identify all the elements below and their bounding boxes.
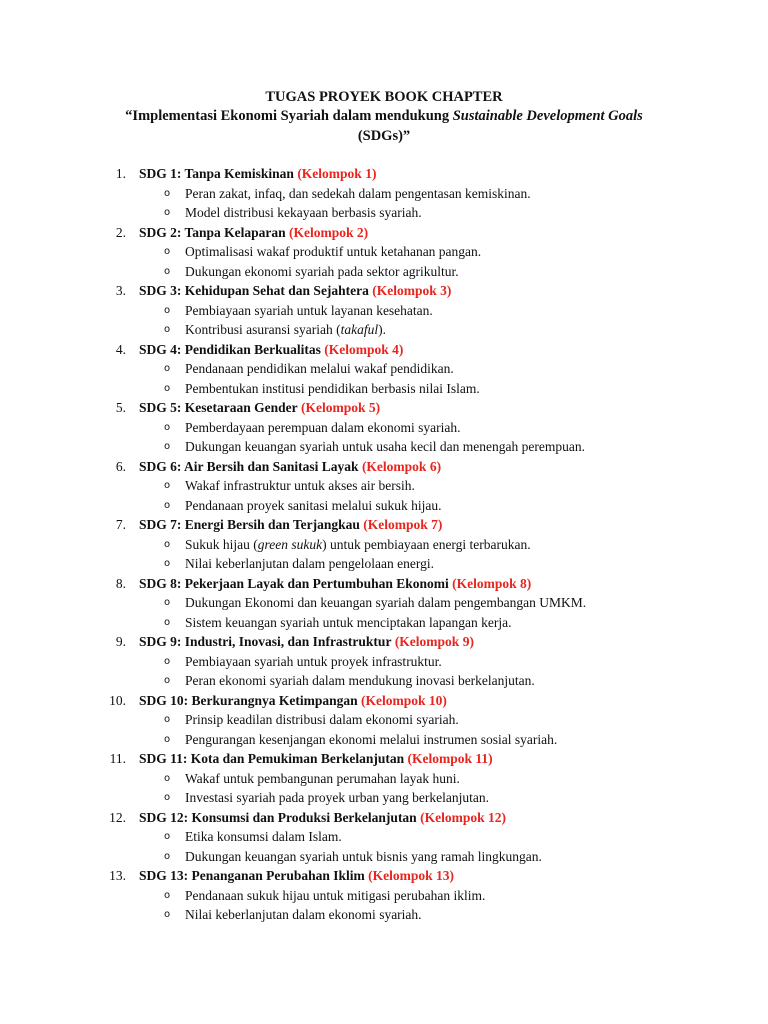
sub-bullet-text: Model distribusi kekayaan berbasis syariah. <box>185 205 422 220</box>
sdg-topic: SDG 2: Tanpa Kelaparan <box>139 224 286 240</box>
sub-bullet-text: Dukungan Ekonomi dan keuangan syariah dalam pengembangan UMKM. <box>185 595 587 610</box>
sub-bullet <box>0 710 768 730</box>
sdg-topic: SDG 10: Berkurangnya Ketimpangan <box>139 692 358 708</box>
list-item-number: 3. <box>115 283 126 298</box>
sub-bullet <box>0 535 768 555</box>
list-item <box>0 398 768 418</box>
sdg-list <box>0 164 768 925</box>
group-label: (Kelompok 10) <box>361 692 447 708</box>
bullet-circle-icon: o <box>164 265 171 277</box>
list-item <box>0 340 768 360</box>
list-item-number: 13. <box>109 868 126 883</box>
list-item-heading <box>139 691 447 711</box>
bullet-circle-icon: o <box>164 304 171 316</box>
sdg-topic: SDG 8: Pekerjaan Layak dan Pertumbuhan Ekonomi <box>139 575 449 591</box>
sub-bullet <box>0 652 768 672</box>
bullet-circle-icon: o <box>164 889 171 901</box>
sub-bullet <box>0 203 768 223</box>
sub-bullet-text: Pembentukan institusi pendidikan berbasis nilai Islam. <box>185 380 480 396</box>
sub-bullet <box>0 554 768 574</box>
sub-bullet-text: Peran ekonomi syariah dalam mendukung inovasi berkelanjutan. <box>185 673 535 688</box>
sub-bullet-text: Nilai keberlanjutan dalam pengelolaan energi. <box>185 556 435 571</box>
sub-bullet <box>0 905 768 925</box>
sub-bullet-text: Wakaf untuk pembangunan perumahan layak huni. <box>185 770 460 786</box>
bullet-circle-icon: o <box>164 772 171 784</box>
subtitle-italic: Sustainable Development Goals <box>452 108 643 124</box>
bullet-circle-icon: o <box>164 441 171 452</box>
list-item <box>0 691 768 711</box>
bullet-circle-icon: o <box>164 733 171 745</box>
sub-bullet-text: Kontribusi asuransi syariah (takaful). <box>185 322 386 337</box>
sub-bullet-text: Pembiayaan syariah untuk proyek infrastruktur. <box>185 653 442 669</box>
list-item-heading <box>139 574 531 594</box>
list-item <box>0 866 768 886</box>
list-item-heading <box>139 164 376 184</box>
list-item-heading <box>139 281 451 301</box>
sub-bullet-text: Pendanaan proyek sanitasi melalui sukuk hijau. <box>185 497 442 513</box>
sub-bullet <box>0 496 768 516</box>
group-label: (Kelompok 11) <box>407 751 493 766</box>
bullet-circle-icon: o <box>164 480 171 491</box>
document-title: TUGAS PROYEK BOOK CHAPTER <box>265 89 503 105</box>
sub-bullet-text: Optimalisasi wakaf produktif untuk ketahanan pangan. <box>185 244 482 259</box>
bullet-circle-icon: o <box>164 850 171 862</box>
sub-bullet-text: Pendanaan sukuk hijau untuk mitigasi perubahan iklim. <box>185 887 486 903</box>
list-item-number: 10. <box>109 692 126 708</box>
subtitle-line-1 <box>0 106 768 126</box>
sub-bullet-text: Wakaf infrastruktur untuk akses air bersih. <box>185 478 415 493</box>
list-item-heading <box>139 515 442 535</box>
sub-bullet <box>0 242 768 262</box>
subtitle-line-2: (SDGs)” <box>357 128 411 144</box>
bullet-circle-icon: o <box>164 714 171 725</box>
bullet-circle-icon: o <box>164 909 171 920</box>
bullet-circle-icon: o <box>164 207 171 218</box>
sub-bullet <box>0 827 768 847</box>
sub-bullet-text: Etika konsumsi dalam Islam. <box>185 829 342 844</box>
list-item <box>0 281 768 301</box>
list-item <box>0 808 768 828</box>
italic-term: green sukuk <box>257 536 323 552</box>
bullet-circle-icon: o <box>164 382 171 394</box>
sub-bullet-text: Pemberdayaan perempuan dalam ekonomi syariah. <box>185 419 461 435</box>
list-item-heading <box>139 457 441 477</box>
sub-bullet <box>0 476 768 496</box>
bullet-circle-icon: o <box>164 363 171 374</box>
subtitle-prefix: “Implementasi Ekonomi Syariah dalam mendukung <box>125 108 453 124</box>
sub-bullet <box>0 320 768 340</box>
list-item-heading <box>139 223 368 243</box>
group-label: (Kelompok 7) <box>363 517 443 532</box>
group-label: (Kelompok 13) <box>368 868 455 883</box>
list-item-heading <box>139 398 380 418</box>
bullet-circle-icon: o <box>164 675 171 686</box>
group-label: (Kelompok 6) <box>361 458 442 474</box>
sub-bullet-text: Pengurangan kesenjangan ekonomi melalui instrumen sosial syariah. <box>185 731 558 747</box>
list-item-number: 4. <box>115 341 126 357</box>
sub-bullet-text: Dukungan keuangan syariah untuk bisnis yang ramah lingkungan. <box>185 848 542 864</box>
sub-bullet-text: Peran zakat, infaq, dan sedekah dalam pengentasan kemiskinan. <box>185 185 531 201</box>
bullet-circle-icon: o <box>164 499 171 511</box>
sdg-topic: SDG 6: Air Bersih dan Sanitasi Layak <box>139 458 359 474</box>
sdg-topic: SDG 13: Penanganan Perubahan Iklim <box>139 868 365 883</box>
list-item <box>0 632 768 652</box>
sdg-topic: SDG 1: Tanpa Kemiskinan <box>139 166 294 181</box>
list-item <box>0 574 768 594</box>
sub-bullet <box>0 379 768 399</box>
sub-bullet <box>0 593 768 613</box>
sub-bullet <box>0 262 768 282</box>
list-item-heading <box>139 808 506 828</box>
sub-bullet <box>0 730 768 750</box>
sub-bullet <box>0 301 768 321</box>
group-label: (Kelompok 8) <box>452 575 532 591</box>
list-item <box>0 457 768 477</box>
sub-bullet <box>0 847 768 867</box>
group-label: (Kelompok 3) <box>372 283 452 298</box>
bullet-circle-icon: o <box>164 831 171 842</box>
bullet-circle-icon: o <box>164 324 171 335</box>
list-item-number: 5. <box>115 400 126 415</box>
sub-bullet-text: Pendanaan pendidikan melalui wakaf pendidikan. <box>185 361 454 376</box>
group-label: (Kelompok 1) <box>297 166 377 181</box>
list-item <box>0 164 768 184</box>
sub-bullet-text: Sukuk hijau (green sukuk) untuk pembiayaan energi terbarukan. <box>185 536 531 552</box>
document-subtitle <box>0 106 768 146</box>
sub-bullet-text: Dukungan keuangan syariah untuk usaha kecil dan menengah perempuan. <box>185 439 585 454</box>
bullet-circle-icon: o <box>164 616 171 628</box>
list-item-number: 8. <box>115 575 126 591</box>
sub-bullet <box>0 418 768 438</box>
list-item-number: 7. <box>115 517 126 532</box>
list-item-heading <box>139 632 474 652</box>
list-item-number: 6. <box>115 458 126 474</box>
group-label: (Kelompok 2) <box>289 224 369 240</box>
bullet-circle-icon: o <box>164 538 171 550</box>
sdg-topic: SDG 11: Kota dan Pemukiman Berkelanjutan <box>139 751 405 766</box>
sub-bullet <box>0 437 768 457</box>
list-item-heading <box>139 866 454 886</box>
group-label: (Kelompok 5) <box>300 400 381 415</box>
list-item <box>0 223 768 243</box>
group-label: (Kelompok 12) <box>420 809 506 825</box>
bullet-circle-icon: o <box>164 421 171 433</box>
sub-bullet-text: Pembiayaan syariah untuk layanan kesehatan. <box>185 302 433 318</box>
bullet-circle-icon: o <box>164 558 171 569</box>
list-item-number: 11. <box>109 751 126 766</box>
bullet-circle-icon: o <box>164 187 171 199</box>
sub-bullet-text: Nilai keberlanjutan dalam ekonomi syariah. <box>185 907 422 922</box>
sdg-topic: SDG 5: Kesetaraan Gender <box>139 400 298 415</box>
sub-bullet <box>0 613 768 633</box>
bullet-circle-icon: o <box>164 246 171 257</box>
sub-bullet <box>0 184 768 204</box>
sdg-topic: SDG 3: Kehidupan Sehat dan Sejahtera <box>139 283 369 298</box>
sub-bullet <box>0 886 768 906</box>
list-item <box>0 515 768 535</box>
italic-term: takaful <box>340 322 379 337</box>
sub-bullet-text: Dukungan ekonomi syariah pada sektor agrikultur. <box>185 263 459 279</box>
sub-bullet-text: Prinsip keadilan distribusi dalam ekonomi syariah. <box>185 712 459 727</box>
list-item-number: 12. <box>109 809 126 825</box>
list-item-heading <box>139 749 493 769</box>
list-item-number: 9. <box>115 634 126 649</box>
bullet-circle-icon: o <box>164 655 171 667</box>
group-label: (Kelompok 4) <box>324 341 404 357</box>
sub-bullet <box>0 671 768 691</box>
list-item <box>0 749 768 769</box>
sdg-topic: SDG 9: Industri, Inovasi, dan Infrastruktur <box>139 634 392 649</box>
group-label: (Kelompok 9) <box>394 634 474 649</box>
sdg-topic: SDG 12: Konsumsi dan Produksi Berkelanjutan <box>139 809 417 825</box>
bullet-circle-icon: o <box>164 792 171 803</box>
sub-bullet <box>0 769 768 789</box>
sdg-topic: SDG 7: Energi Bersih dan Terjangkau <box>139 517 360 532</box>
sub-bullet <box>0 359 768 379</box>
list-item-heading <box>139 340 403 360</box>
list-item-number: 2. <box>115 224 126 240</box>
sub-bullet-text: Sistem keuangan syariah untuk menciptakan lapangan kerja. <box>185 614 512 630</box>
sub-bullet-text: Investasi syariah pada proyek urban yang berkelanjutan. <box>185 790 490 805</box>
bullet-circle-icon: o <box>164 597 171 608</box>
sdg-topic: SDG 4: Pendidikan Berkualitas <box>139 341 321 357</box>
list-item-number: 1. <box>115 166 126 181</box>
sub-bullet <box>0 788 768 808</box>
